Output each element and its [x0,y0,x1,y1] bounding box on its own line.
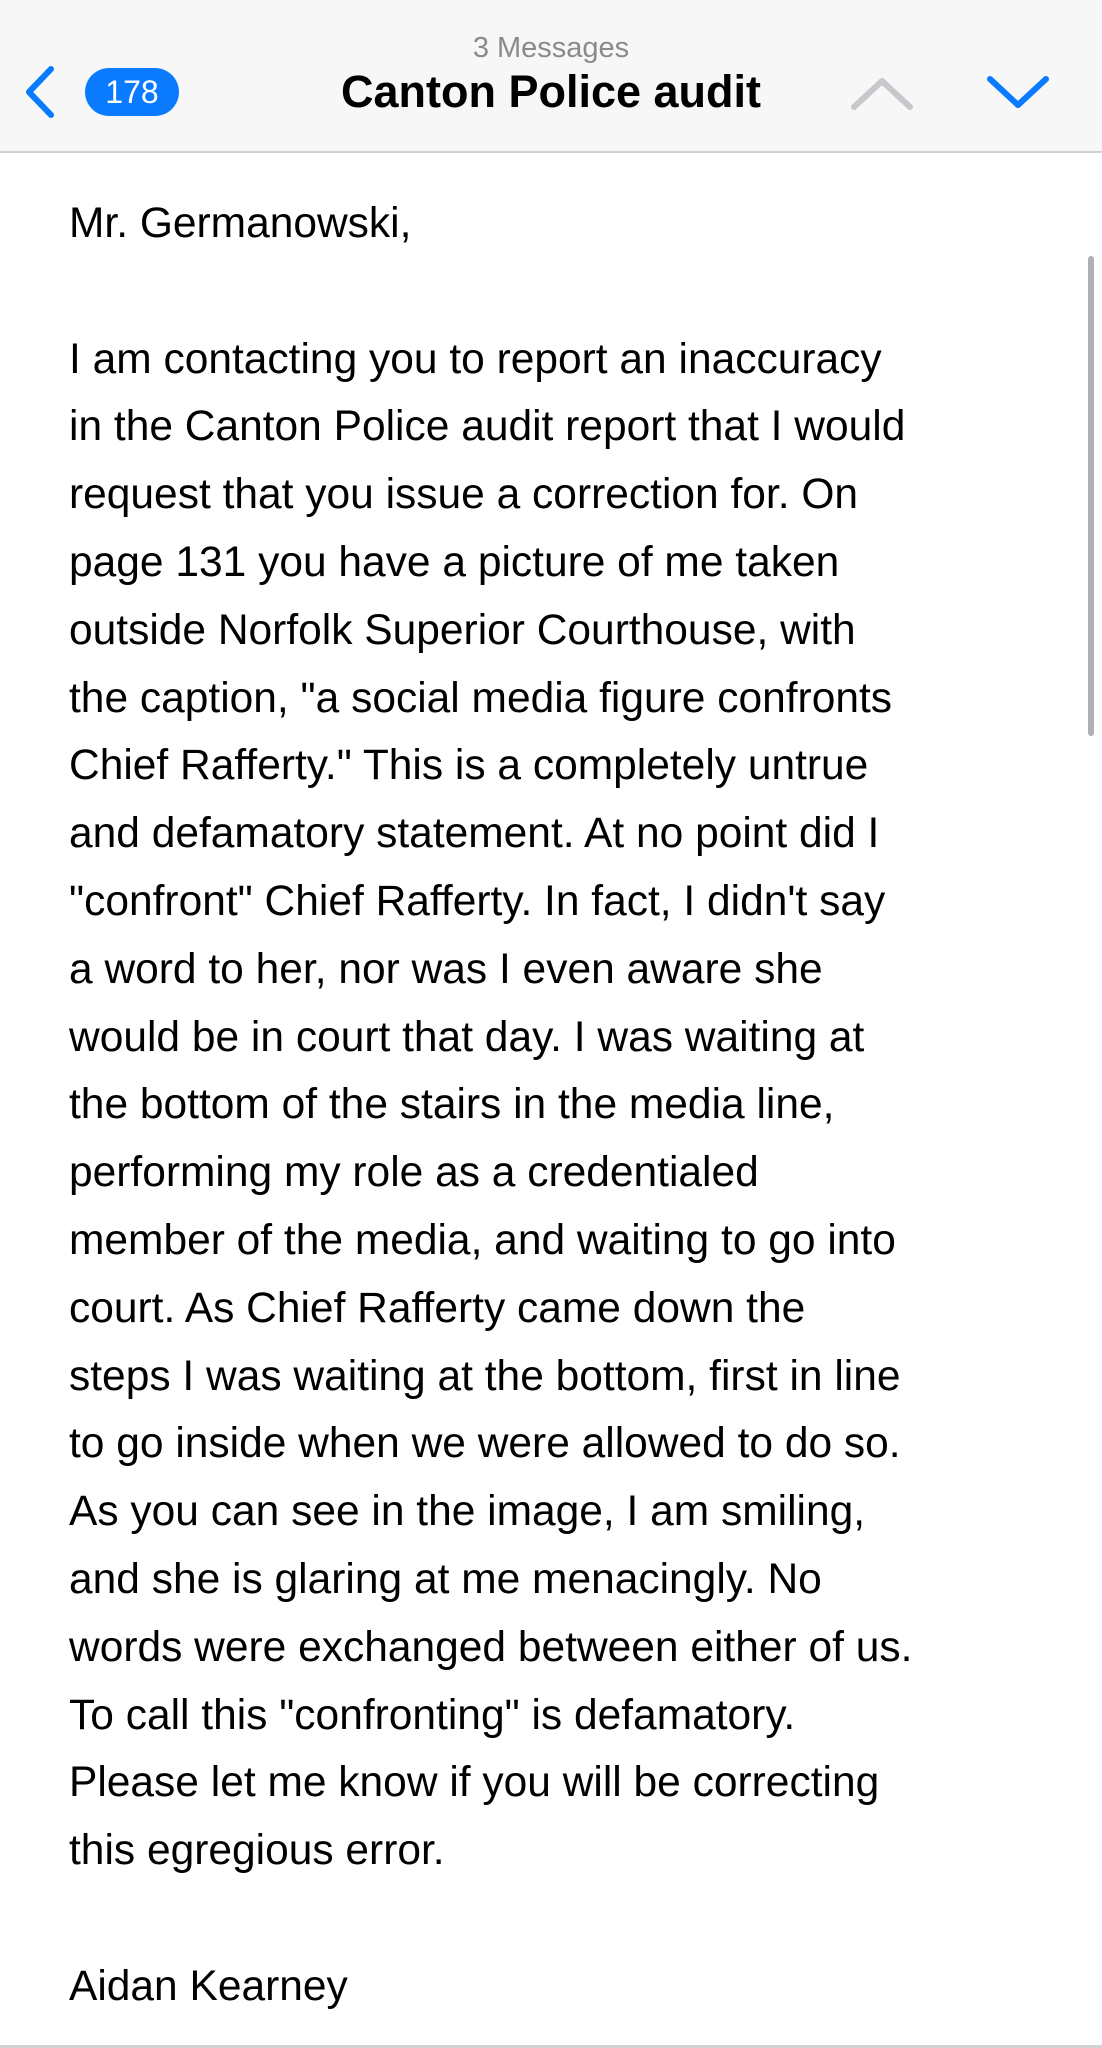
message-line: to go inside when we were allowed to do so. [69,1420,901,1468]
unread-count-badge[interactable]: 178 [85,68,179,116]
message-line: words were exchanged between either of us. [69,1623,913,1671]
message-line: Chief Rafferty." This is a completely untrue [69,742,869,790]
message-line: I am contacting you to report an inaccuracy [69,335,882,383]
message-line: member of the media, and waiting to go into [69,1216,896,1264]
chevron-up-icon [850,73,914,113]
message-line: page 131 you have a picture of me taken [69,538,840,586]
message-line: and defamatory statement. At no point did I [69,810,880,858]
message-line: request that you issue a correction for. On [69,471,859,519]
message-line: "confront" Chief Rafferty. In fact, I didn't say [69,877,886,925]
message-line: As you can see in the image, I am smiling, [69,1488,866,1536]
navigation-bar [0,0,1102,153]
message-line: the caption, "a social media figure confronts [69,674,893,722]
signature: Aidan Kearney [69,1962,348,2010]
message-line: a word to her, nor was I even aware she [69,945,823,993]
message-body [69,190,1069,2021]
message-line: Please let me know if you will be correcting [69,1759,880,1807]
message-line: would be in court that day. I was waiting at [69,1013,865,1061]
message-count: 3 Messages [472,32,630,64]
previous-message-button[interactable] [846,66,918,120]
message-line: this egregious error. [69,1827,445,1875]
message-line: To call this "confronting" is defamatory. [69,1691,796,1739]
message-line: the bottom of the stairs in the media line, [69,1081,835,1129]
message-line: and she is glaring at me menacingly. No [69,1555,822,1603]
message-line: performing my role as a credentialed [69,1149,759,1197]
message-line: steps I was waiting at the bottom, first in line [69,1352,901,1400]
message-line: in the Canton Police audit report that I would [69,403,906,451]
greeting: Mr. Germanowski, [69,200,412,247]
thread-title: Canton Police audit [340,66,762,117]
next-message-button[interactable] [982,66,1054,120]
message-line: court. As Chief Rafferty came down the [69,1284,806,1332]
message-line: outside Norfolk Superior Courthouse, with [69,606,856,654]
message-paragraph [69,326,1069,1885]
chevron-down-icon [986,73,1050,113]
scrollbar[interactable] [1088,256,1094,736]
